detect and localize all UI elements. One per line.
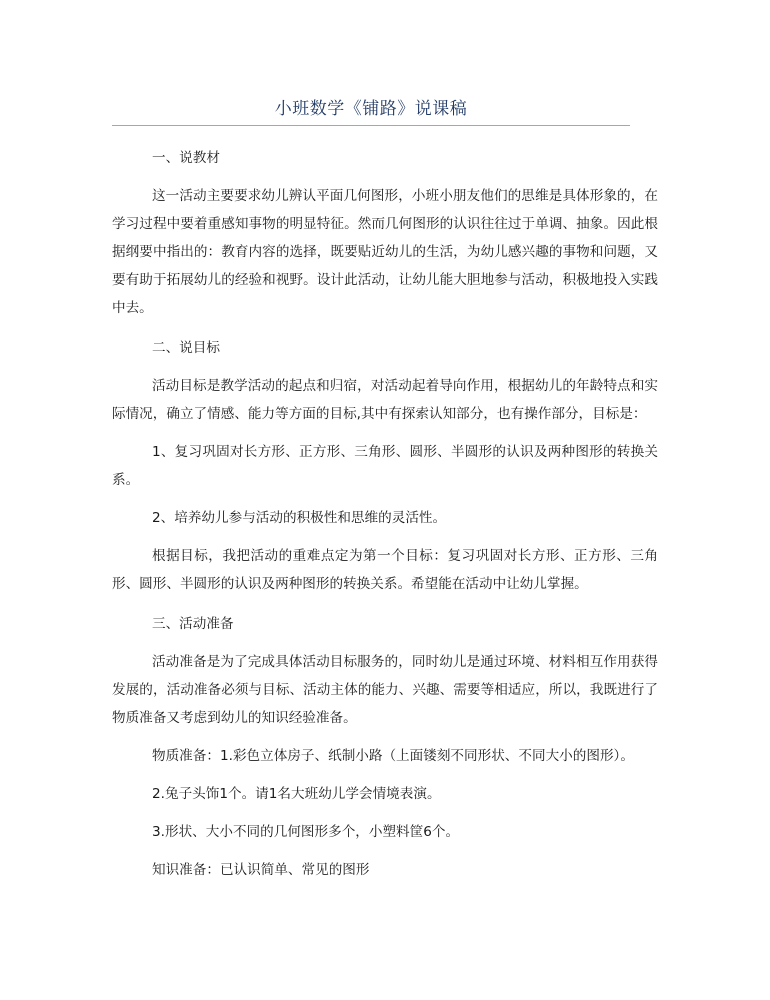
material-item-2: 2.兔子头饰1个。请1名大班幼儿学会情境表演。: [152, 786, 441, 802]
goal-item-2: 2、培养幼儿参与活动的积极性和思维的灵活性。: [152, 510, 447, 526]
section-heading-goals: 二、说目标: [152, 340, 220, 356]
spacer: [112, 494, 658, 504]
spacer: [112, 172, 658, 182]
paragraph-key-points: 根据目标，我把活动的重难点定为第一个目标：复习巩固对长方形、正方形、三角形、圆形、半圆形的认识及两种图形的转换关系。希望能在活动中让幼儿掌握。: [112, 548, 658, 592]
document-title: 小班数学《铺路》说课稿: [274, 99, 468, 119]
spacer: [112, 770, 658, 780]
spacer: [112, 808, 658, 818]
document-body: [112, 144, 658, 884]
spacer: [112, 362, 658, 372]
spacer: [112, 428, 658, 438]
title-divider: [112, 125, 630, 126]
spacer: [112, 598, 658, 610]
material-item-1: 物质准备：1.彩色立体房子、纸制小路（上面镂刻不同形状、不同大小的图形）。: [152, 748, 634, 764]
goal-item-1: 1、复习巩固对长方形、正方形、三角形、圆形、半圆形的认识及两种图形的转换关系。: [112, 444, 658, 488]
spacer: [112, 846, 658, 856]
spacer: [112, 532, 658, 542]
spacer: [112, 732, 658, 742]
paragraph-preparation: 活动准备是为了完成具体活动目标服务的，同时幼儿是通过环境、材料相互作用获得发展的，活动准备必须与目标、活动主体的能力、兴趣、需要等相适应，所以，我既进行了物质准备又考虑到幼儿的知识经验准备。: [112, 654, 658, 726]
material-item-3: 3.形状、大小不同的几何图形多个，小塑料筐6个。: [152, 824, 460, 840]
section-heading-textbook: 一、说教材: [152, 150, 220, 166]
knowledge-preparation: 知识准备：已认识简单、常见的图形: [152, 862, 370, 878]
paragraph-textbook: 这一活动主要要求幼儿辨认平面几何图形，小班小朋友他们的思维是具体形象的，在学习过程中要着重感知事物的明显特征。然而几何图形的认识往往过于单调、抽象。因此根据纲要中指出的：教育内容的选择，既要贴近幼儿的生活，为幼儿感兴趣的事物和问题，又要有助于拓展幼儿的经验和视野。设计此活动，让幼儿能大胆地参与活动，积极地投入实践中去。: [112, 188, 658, 316]
spacer: [112, 322, 658, 334]
spacer: [112, 638, 658, 648]
section-heading-preparation: 三、活动准备: [152, 616, 234, 632]
paragraph-goals-intro: 活动目标是教学活动的起点和归宿，对活动起着导向作用，根据幼儿的年龄特点和实际情况，确立了情感、能力等方面的目标,其中有探索认知部分，也有操作部分，目标是：: [112, 378, 658, 422]
